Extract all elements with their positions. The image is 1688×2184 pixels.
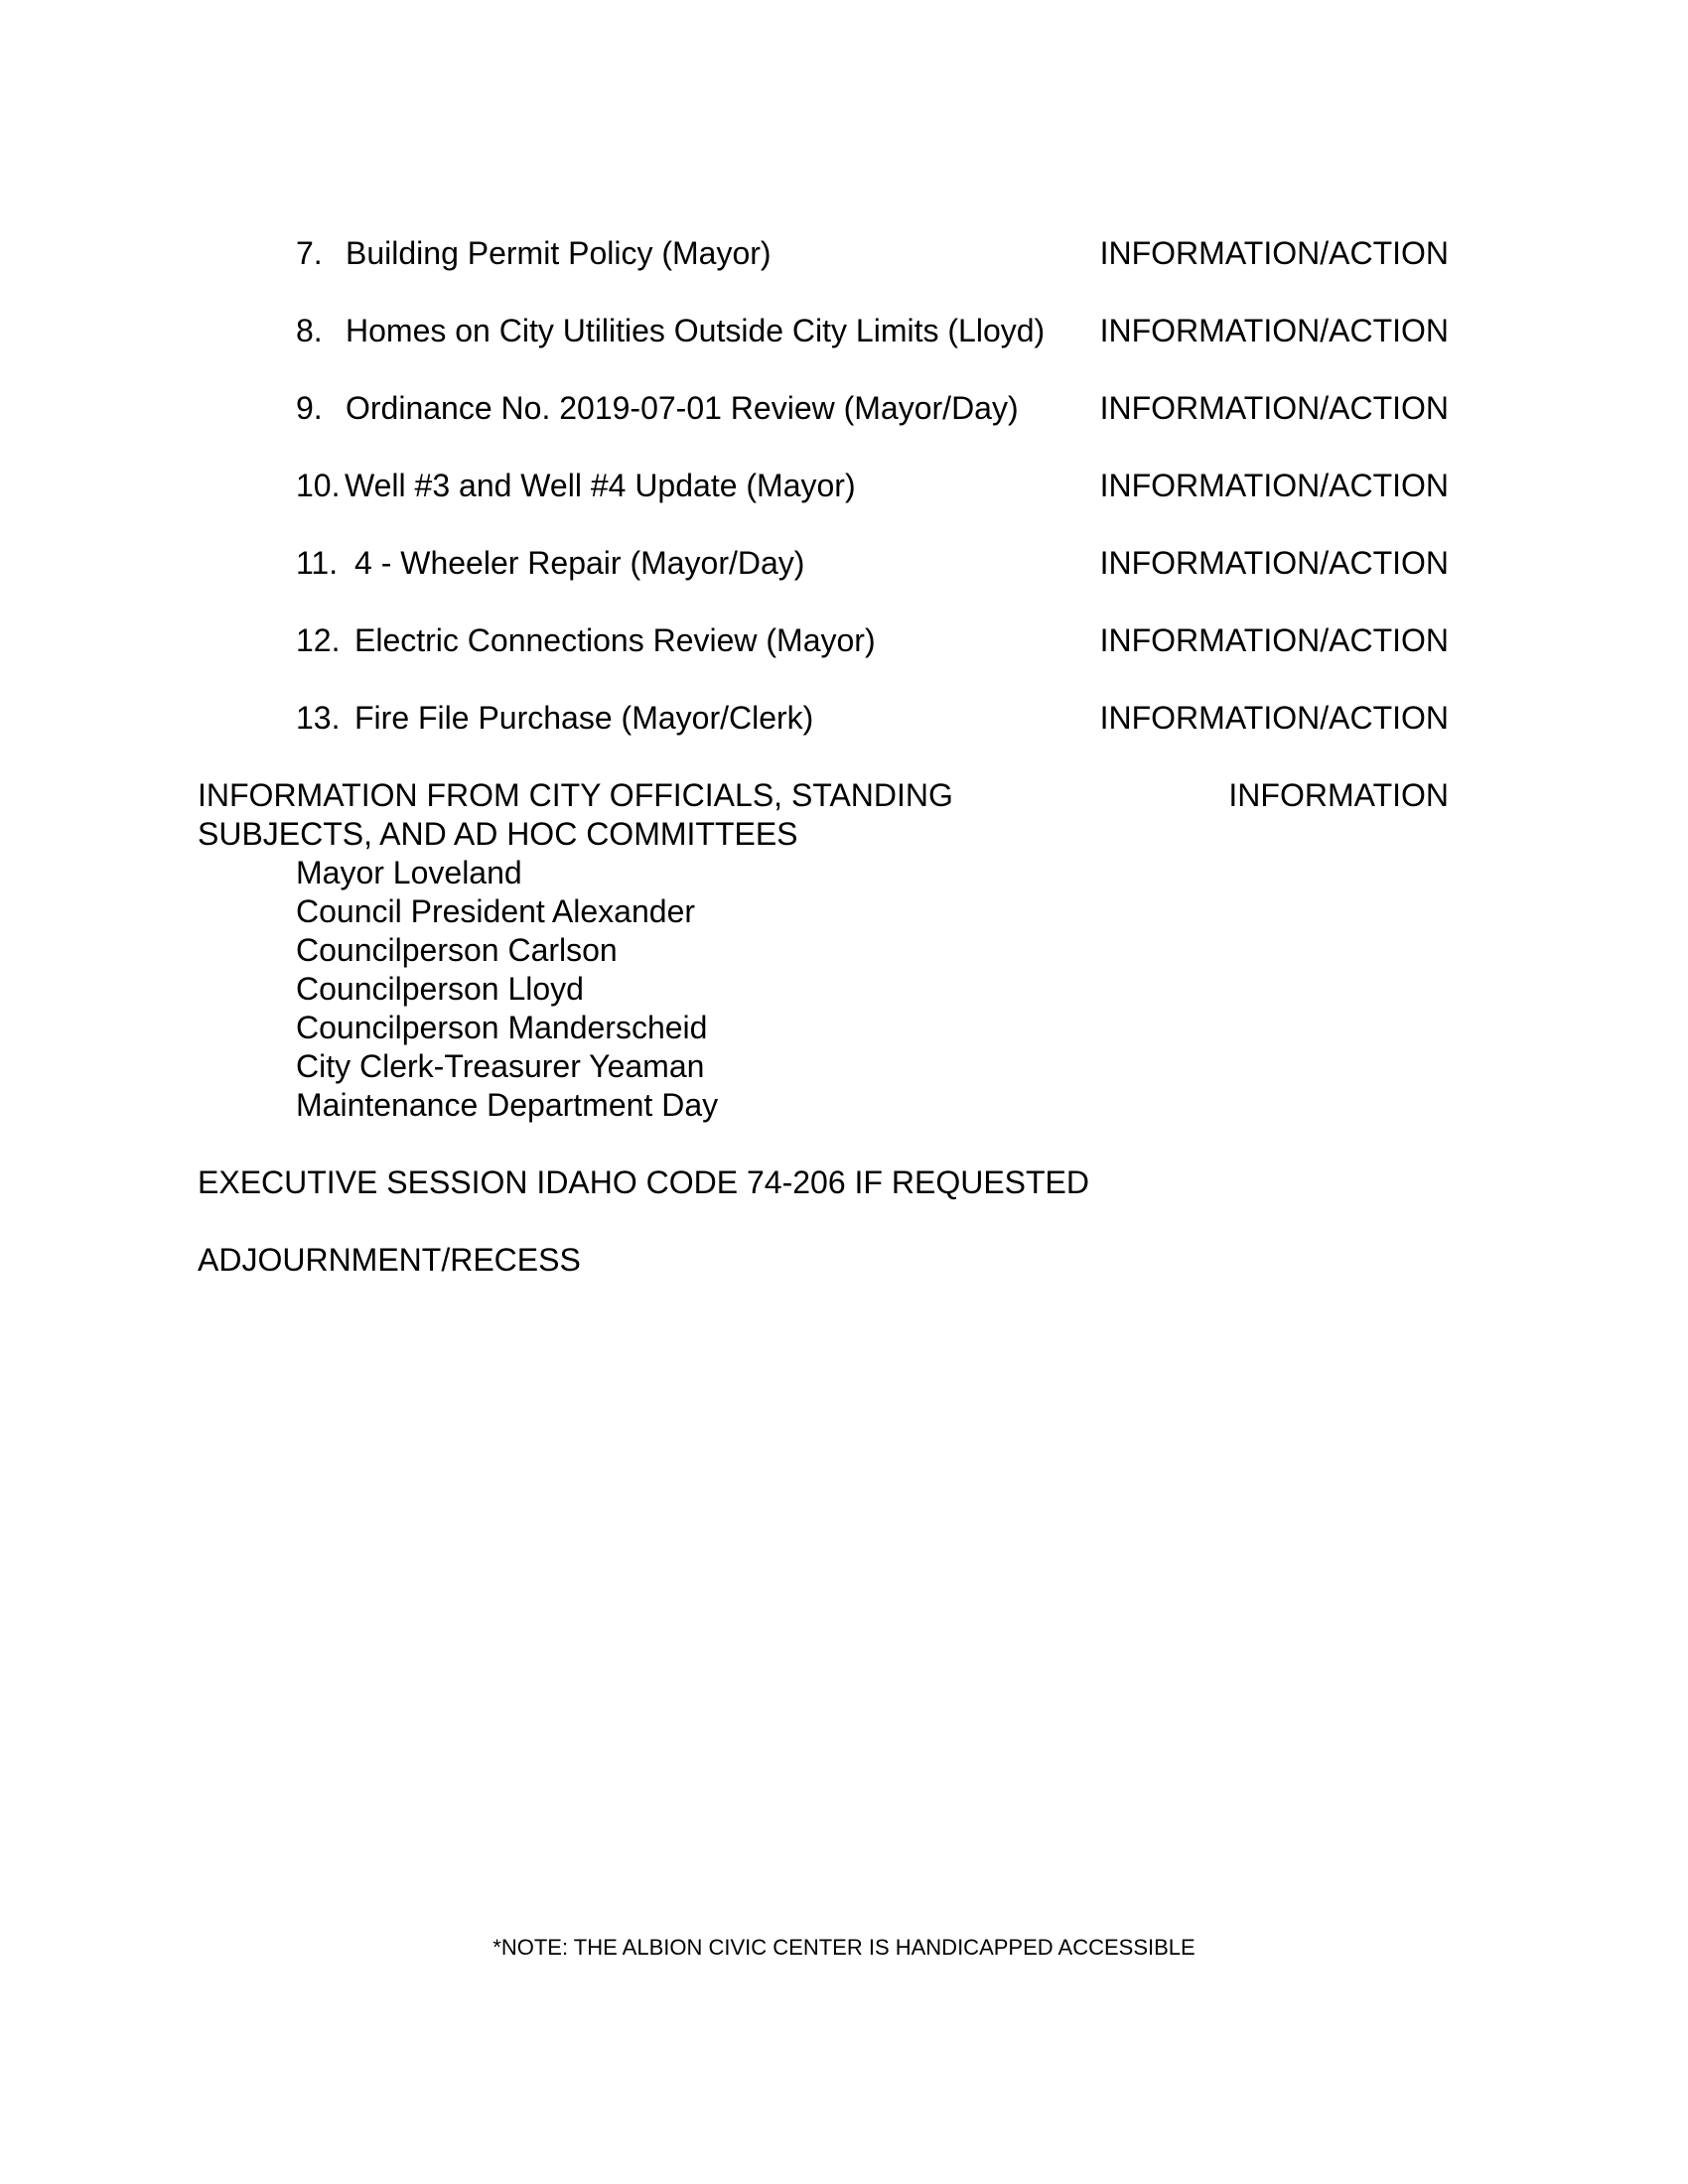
official-name: Councilperson Lloyd [296,971,584,1007]
adjournment: ADJOURNMENT/RECESS [198,1242,581,1278]
officials-heading-line1: INFORMATION FROM CITY OFFICIALS, STANDING [198,777,953,813]
agenda-item-number: 10. [296,468,341,503]
agenda-item-number: 9. [296,390,323,426]
agenda-item-status: INFORMATION/ACTION [1099,390,1449,426]
official-name: Maintenance Department Day [296,1087,719,1123]
official-name: Mayor Loveland [296,855,522,890]
agenda-item-title: Electric Connections Review (Mayor) [354,622,876,658]
executive-session: EXECUTIVE SESSION IDAHO CODE 74-206 IF REQUESTED [198,1164,1089,1200]
agenda-item-status: INFORMATION/ACTION [1099,313,1449,348]
agenda-item-title: Ordinance No. 2019-07-01 Review (Mayor/Day) [346,390,1019,426]
agenda-item-status: INFORMATION/ACTION [1099,468,1449,503]
official-name: Council President Alexander [296,893,696,929]
agenda-item-number: 7. [296,235,323,271]
officials-status: INFORMATION [1228,777,1449,813]
officials-heading-line2: SUBJECTS, AND AD HOC COMMITTEES [198,816,798,852]
agenda-item-status: INFORMATION/ACTION [1099,622,1449,658]
official-name: City Clerk-Treasurer Yeaman [296,1048,705,1084]
agenda-item-title: Building Permit Policy (Mayor) [346,235,772,271]
agenda-item-status: INFORMATION/ACTION [1099,235,1449,271]
official-name: Councilperson Manderscheid [296,1010,708,1045]
agenda-item-status: INFORMATION/ACTION [1099,700,1449,736]
agenda-item-status: INFORMATION/ACTION [1099,545,1449,581]
agenda-item-title: Fire File Purchase (Mayor/Clerk) [354,700,814,736]
agenda-item-title: Homes on City Utilities Outside City Limits (Lloyd) [346,313,1046,348]
agenda-item-title: 4 - Wheeler Repair (Mayor/Day) [354,545,805,581]
agenda-item-number: 8. [296,313,323,348]
agenda-item-number: 12. [296,622,341,658]
official-name: Councilperson Carlson [296,932,618,968]
agenda-item-title: Well #3 and Well #4 Update (Mayor) [345,468,856,503]
agenda-item-number: 11. [296,545,339,581]
accessibility-footnote: *NOTE: THE ALBION CIVIC CENTER IS HANDICAPPED ACCESSIBLE [492,1935,1196,1960]
agenda-item-number: 13. [296,700,341,736]
